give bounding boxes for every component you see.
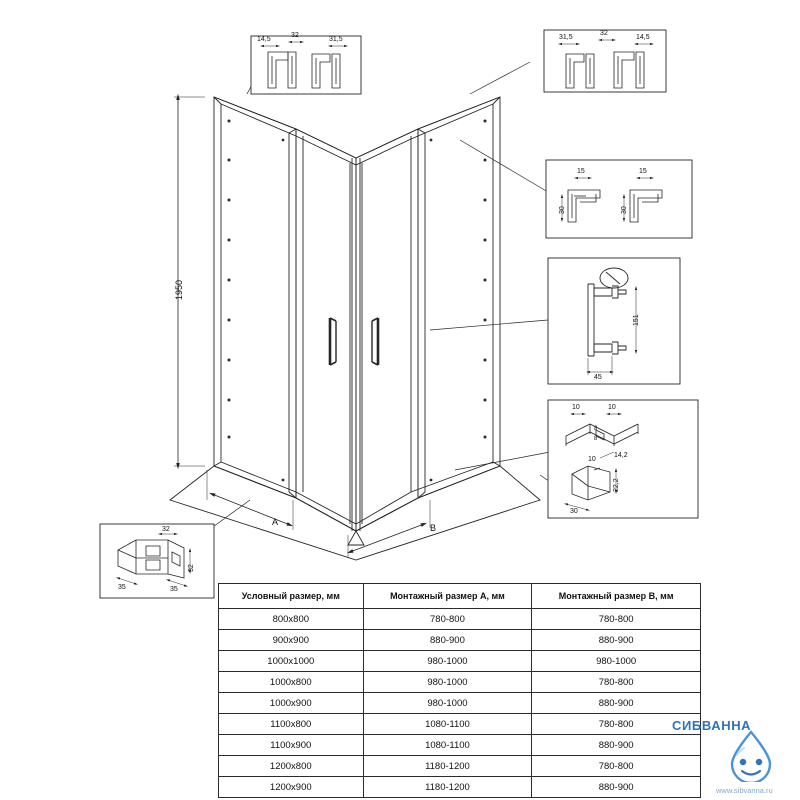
table-header-row [219, 584, 701, 609]
table-row [219, 672, 701, 693]
callout-corner-3: 8 [594, 426, 598, 432]
cell-a: 1080-1100 [363, 735, 532, 756]
cell-a: 780-800 [363, 609, 532, 630]
callout-seal-1: 15 [577, 168, 585, 175]
size-specification-table [218, 583, 701, 798]
cell-nominal: 1000х1000 [219, 651, 364, 672]
cell-b: 880-900 [532, 735, 701, 756]
callout-handle-depth: 45 [594, 374, 602, 381]
table-row [219, 609, 701, 630]
cell-a: 1080-1100 [363, 714, 532, 735]
cell-b: 780-800 [532, 672, 701, 693]
cell-nominal: 1000х800 [219, 672, 364, 693]
callout-block-2: 14,2 [614, 452, 628, 459]
brand-name: СИБВАННА [672, 718, 752, 733]
callout-tr-1: 31,5 [559, 34, 573, 41]
cell-a: 1180-1200 [363, 777, 532, 798]
callout-bracket-1: 32 [162, 526, 170, 533]
cell-a: 980-1000 [363, 693, 532, 714]
callout-tl-3: 31,5 [329, 36, 343, 43]
callout-tl-1: 14,5 [257, 36, 271, 43]
cell-nominal: 1000х900 [219, 693, 364, 714]
cell-nominal: 900х900 [219, 630, 364, 651]
cell-nominal: 1100х800 [219, 714, 364, 735]
callout-bracket-2: 32 [188, 564, 195, 572]
table-row [219, 651, 701, 672]
table-header-nominal: Условный размер, мм [219, 584, 364, 609]
table-header-b: Монтажный размер В, мм [532, 584, 701, 609]
callout-seal-4: 30 [621, 206, 628, 214]
callout-seal-2: 15 [639, 168, 647, 175]
callout-bracket-3: 35 [118, 584, 126, 591]
table-header-a: Монтажный размер А, мм [363, 584, 532, 609]
dimension-side-b: B [430, 523, 437, 533]
cell-b: 780-800 [532, 609, 701, 630]
water-drop-logo-icon [726, 730, 776, 782]
dimension-height-1950: 1950 [174, 279, 184, 300]
callout-handle-length: 151 [633, 314, 640, 326]
table-row [219, 630, 701, 651]
table-row [219, 735, 701, 756]
callout-corner-4: 8 [594, 436, 598, 442]
cell-a: 980-1000 [363, 651, 532, 672]
cell-nominal: 1200х800 [219, 756, 364, 777]
dimension-side-a: A [272, 517, 279, 527]
cell-b: 980-1000 [532, 651, 701, 672]
cell-a: 980-1000 [363, 672, 532, 693]
table-row [219, 777, 701, 798]
cell-b: 880-900 [532, 777, 701, 798]
cell-nominal: 1100х900 [219, 735, 364, 756]
table-row [219, 714, 701, 735]
cell-a: 1180-1200 [363, 756, 532, 777]
callout-corner-1: 10 [572, 404, 580, 411]
table-row [219, 756, 701, 777]
callout-tr-3: 14,5 [636, 34, 650, 41]
cell-nominal: 1200х900 [219, 777, 364, 798]
cell-b: 780-800 [532, 714, 701, 735]
callout-seal-3: 30 [559, 206, 566, 214]
table-row [219, 693, 701, 714]
callout-corner-2: 10 [608, 404, 616, 411]
cell-b: 880-900 [532, 693, 701, 714]
callout-tr-2: 32 [600, 30, 608, 37]
callout-tl-2: 32 [291, 32, 299, 39]
cell-nominal: 800х800 [219, 609, 364, 630]
brand-website: www.sibvanna.ru [716, 786, 773, 795]
cell-a: 880-900 [363, 630, 532, 651]
callout-block-1: 10 [588, 456, 596, 463]
callout-block-4: 30 [570, 508, 578, 515]
cell-b: 880-900 [532, 630, 701, 651]
callout-block-3: 22,2 [613, 478, 620, 492]
cell-b: 780-800 [532, 756, 701, 777]
callout-bracket-4: 35 [170, 586, 178, 593]
